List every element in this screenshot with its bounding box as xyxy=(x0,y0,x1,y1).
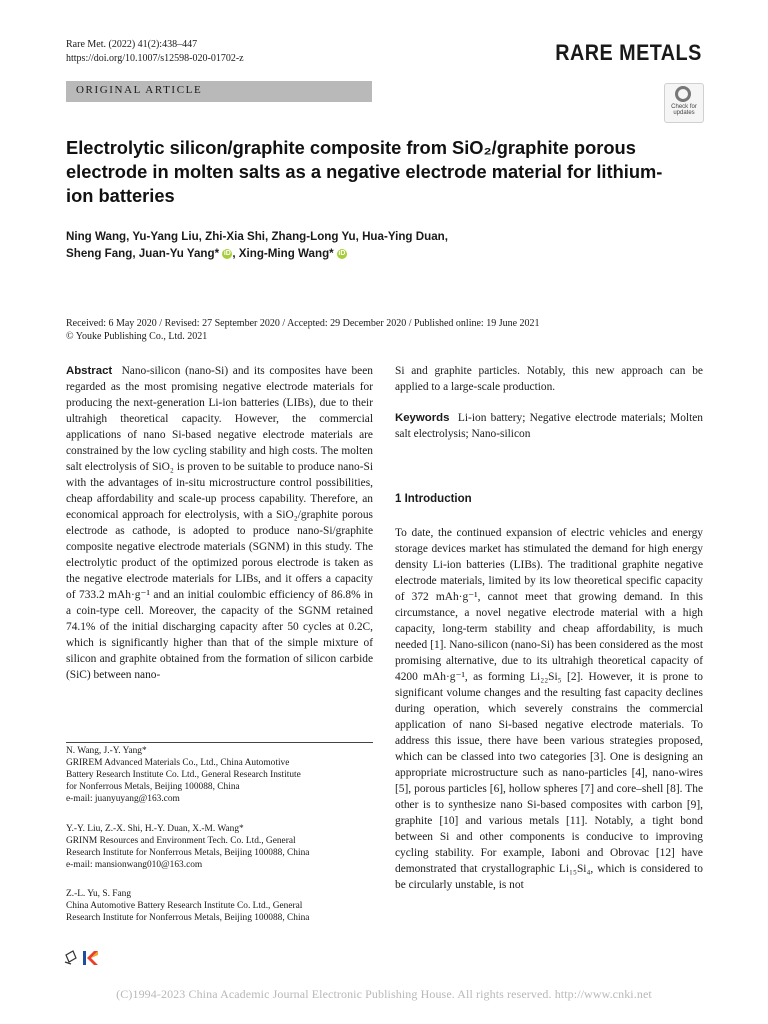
affiliation-names: Z.-L. Yu, S. Fang xyxy=(66,889,132,899)
authors-line-1: Ning Wang, Yu-Yang Liu, Zhi-Xia Shi, Zhang-Long Yu, Hua-Ying Duan, xyxy=(66,230,448,243)
affiliation-names: Y.-Y. Liu, Z.-X. Shi, H.-Y. Duan, X.-M. Wang* xyxy=(66,824,244,834)
keywords xyxy=(395,410,703,442)
publisher-logo-icon xyxy=(82,950,100,966)
author-list xyxy=(66,228,666,262)
orcid-icon[interactable]: iD xyxy=(338,249,346,257)
affiliation-line: China Automotive Battery Research Institute Co. Ltd., General xyxy=(66,901,303,911)
abstract-continued: Si and graphite particles. Notably, this new approach can be applied to a large-scale production. xyxy=(395,365,703,393)
abstract-label: Abstract xyxy=(66,365,113,377)
affiliation-line: Research Institute for Nonferrous Metals, Beijing 100088, China xyxy=(66,913,310,923)
affiliation-line: for Nonferrous Metals, Beijing 100088, China xyxy=(66,782,240,792)
authors-line-2 xyxy=(66,245,666,262)
keywords-text: Li-ion battery; Negative electrode materials; Molten salt electrolysis; Nano-silicon xyxy=(395,412,703,440)
document-icon[interactable] xyxy=(64,950,78,965)
doi-link[interactable]: https://doi.org/10.1007/s12598-020-01702-z xyxy=(66,53,244,64)
affiliation-email[interactable]: e-mail: juanyuyang@163.com xyxy=(66,794,180,804)
journal-name: RARE METALS xyxy=(555,40,702,65)
affiliation-block xyxy=(66,823,373,871)
section-heading: 1 Introduction xyxy=(395,493,472,505)
journal-info xyxy=(66,38,244,66)
article-type: ORIGINAL ARTICLE xyxy=(76,84,203,96)
publication-dates xyxy=(66,317,706,343)
journal-citation: Rare Met. (2022) 41(2):438–447 xyxy=(66,39,198,50)
authors-segment-2: , Xing-Ming Wang* xyxy=(232,247,334,260)
abstract-text: Nano-silicon (nano-Si) and its composites have been regarded as the most promising negative electrode materials for producing the next-generation Li-ion batteries (LIBs), due to their ultrahigh theoretical capacity. However, the commercial applications of nano Si-based negative electrode materials are constrained by the low cycling stability and high costs. The molten salt electrolysis of SiO₂ is proven to be suitable to produce nano-Si with the advantages of in-situ microstructure control possibilities, cheap affordability and scale-up process capability. Therefore, an economical approach for electrolysis, with a SiO₂/graphite porous electrode as cathode, is adopted to produce nano-Si/graphite composite negative electrode materials (SGNM) in this study. The electrolytic product of the optimized porous electrode is taken as the negative electrode materials for LIBs, and it offers a capacity of 733.2 mAh·g⁻¹ and an initial coulombic efficiency of 86.8% in a coin-type cell. Moreover, the capacity of the SGNM retained 74.1% of the initial discharging capacity after 50 cycles at 0.2C, which is significantly higher than that of the simple mixture of silicon and graphite obtained from the formation of silicon carbide (SiC) between nano- xyxy=(66,365,373,681)
affiliation-divider xyxy=(66,742,373,743)
affiliation-block xyxy=(66,745,373,805)
affiliation-line: GRIREM Advanced Materials Co., Ltd., China Automotive xyxy=(66,758,290,768)
affiliation-block xyxy=(66,888,373,924)
updates-icon xyxy=(675,86,691,102)
affiliation-names: N. Wang, J.-Y. Yang* xyxy=(66,746,147,756)
footer-copyright: (C)1994-2023 China Academic Journal Electronic Publishing House. All rights reserved. http://www.cnki.net xyxy=(116,987,652,1001)
keywords-label: Keywords xyxy=(395,412,450,424)
introduction-text: To date, the continued expansion of electric vehicles and energy storage devices market has stimulated the demand for high energy density Li-ion batteries (LIBs). The traditional graphite negative electrode materials, limited by its low theoretical specific capacity of 372 mAh·g⁻¹, cannot meet that growing demand. In this circumstance, a novel negative electrode material with a high capacity, long-term stability and cheap affordability, is much needed [1]. Nano-silicon (nano-Si) has been considered as the most promising alternative, due to its ultrahigh theoretical capacity of 4200 mAh·g⁻¹, as forming Li₂₂Si₅ [2]. However, it is prone to significant volume changes and the resulting fast capacity declines during operation, which severely constrains the commercial application of nano Si-based negative electrode materials. To address this issue, there have been various strategies proposed, which can be classed into two categories [3]. One is designing an appropriate microstructure such as nano-particles [4], nano-wires [5], porous particles [6], hollow spheres [7] and core–shell [8]. The other is to synthesize nano Si-based composites with carbon [9], graphite [10] and various metals [11]. Notably, a tight bond between Si and other components is conducive to improving cycling stability. For example, Iaboni and Obrovac [12] have demonstrated that crystallographic Li₁₅Si₄, which is considered to be circularly unstable, is not xyxy=(395,527,703,891)
history-dates: Received: 6 May 2020 / Revised: 27 September 2020 / Accepted: 29 December 2020 / Published online: 19 June 2021 xyxy=(66,318,540,329)
updates-badge-label: Check for updates xyxy=(671,104,697,116)
right-column-top xyxy=(395,363,703,442)
orcid-icon[interactable]: iD xyxy=(223,249,231,257)
affiliation-line: GRINM Resources and Environment Tech. Co. Ltd., General xyxy=(66,836,296,846)
affiliation-line: Battery Research Institute Co. Ltd., General Research Institute xyxy=(66,770,301,780)
authors-segment-1: Sheng Fang, Juan-Yu Yang* xyxy=(66,247,220,260)
article-title: Electrolytic silicon/graphite composite from SiO₂/graphite porous electrode in molten salts as a negative electrode material for lithium-ion batteries xyxy=(66,137,663,206)
abstract xyxy=(66,363,373,683)
copyright-line: © Youke Publishing Co., Ltd. 2021 xyxy=(66,331,208,342)
affiliation-email[interactable]: e-mail: mansionwang010@163.com xyxy=(66,860,203,870)
affiliation-line: Research Institute for Nonferrous Metals, Beijing 100088, China xyxy=(66,848,310,858)
